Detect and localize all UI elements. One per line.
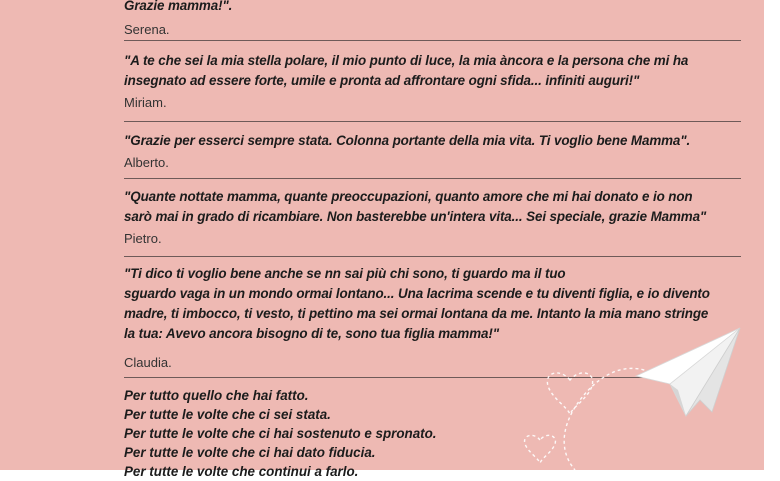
quote-line: "Grazie per esserci sempre stata. Colonna portante della mia vita. Ti voglio bene Mamma". [124, 133, 691, 148]
dedication-entry-miriam [124, 51, 746, 111]
divider [124, 178, 741, 179]
quote-line: madre, ti imbocco, ti vesto, ti pettino ma sei ormai lontana da me. Intanto la mia mano stringe [124, 306, 709, 321]
dedication-quote [124, 51, 746, 91]
closing-line: Per tutte le volte che ci hai dato fiducia. [124, 445, 376, 460]
quote-line: insegnato ad essere forte, umile e pronta ad affrontare ogni sfida... infiniti auguri!" [124, 73, 640, 88]
dedication-author: Miriam. [124, 95, 167, 110]
dedication-author: Alberto. [124, 155, 169, 170]
dedication-author: Claudia. [124, 355, 172, 370]
dedication-quote [124, 0, 746, 16]
divider [124, 121, 741, 122]
closing-line: Per tutte le volte che ci sei stata. [124, 407, 331, 422]
dedication-quote [124, 187, 746, 227]
quote-line: Grazie mamma!". [124, 0, 233, 13]
quote-line: la tua: Avevo ancora bisogno di te, sono tua figlia mamma!" [124, 326, 499, 341]
heart-trail-icon [525, 368, 650, 470]
divider [124, 40, 741, 41]
quote-line: "A te che sei la mia stella polare, il mio punto di luce, la mia àncora e la persona che mi ha [124, 53, 689, 68]
quote-line: "Ti dico ti voglio bene anche se nn sai più chi sono, ti guardo ma il tuo [124, 266, 566, 281]
quote-line: sguardo vaga in un mondo ormai lontano... Una lacrima scende e tu diventi figlia, e io divento [124, 286, 710, 301]
dedication-entry-alberto [124, 131, 746, 171]
closing-line: Per tutto quello che hai fatto. [124, 388, 309, 403]
dedication-entry-pietro [124, 187, 746, 247]
dedication-quote [124, 131, 746, 151]
divider [124, 256, 741, 257]
paper-plane-icon [636, 328, 740, 416]
closing-line: Per tutte le volte che ci hai sostenuto e spronato. [124, 426, 437, 441]
quote-line: sarò mai in grado di ricambiare. Non basterebbe un'intera vita... Sei speciale, grazie Mamma" [124, 209, 707, 224]
quote-line: "Quante nottate mamma, quante preoccupazioni, quanto amore che mi hai donato e io non [124, 189, 693, 204]
closing-dedication [124, 386, 544, 481]
dedication-author: Pietro. [124, 231, 162, 246]
decoration [500, 320, 764, 470]
dedication-entry-serena [124, 0, 746, 38]
page-margin [764, 0, 780, 470]
closing-line: Per tutte le volte che continui a farlo. [124, 464, 359, 479]
dedication-author: Serena. [124, 22, 170, 37]
